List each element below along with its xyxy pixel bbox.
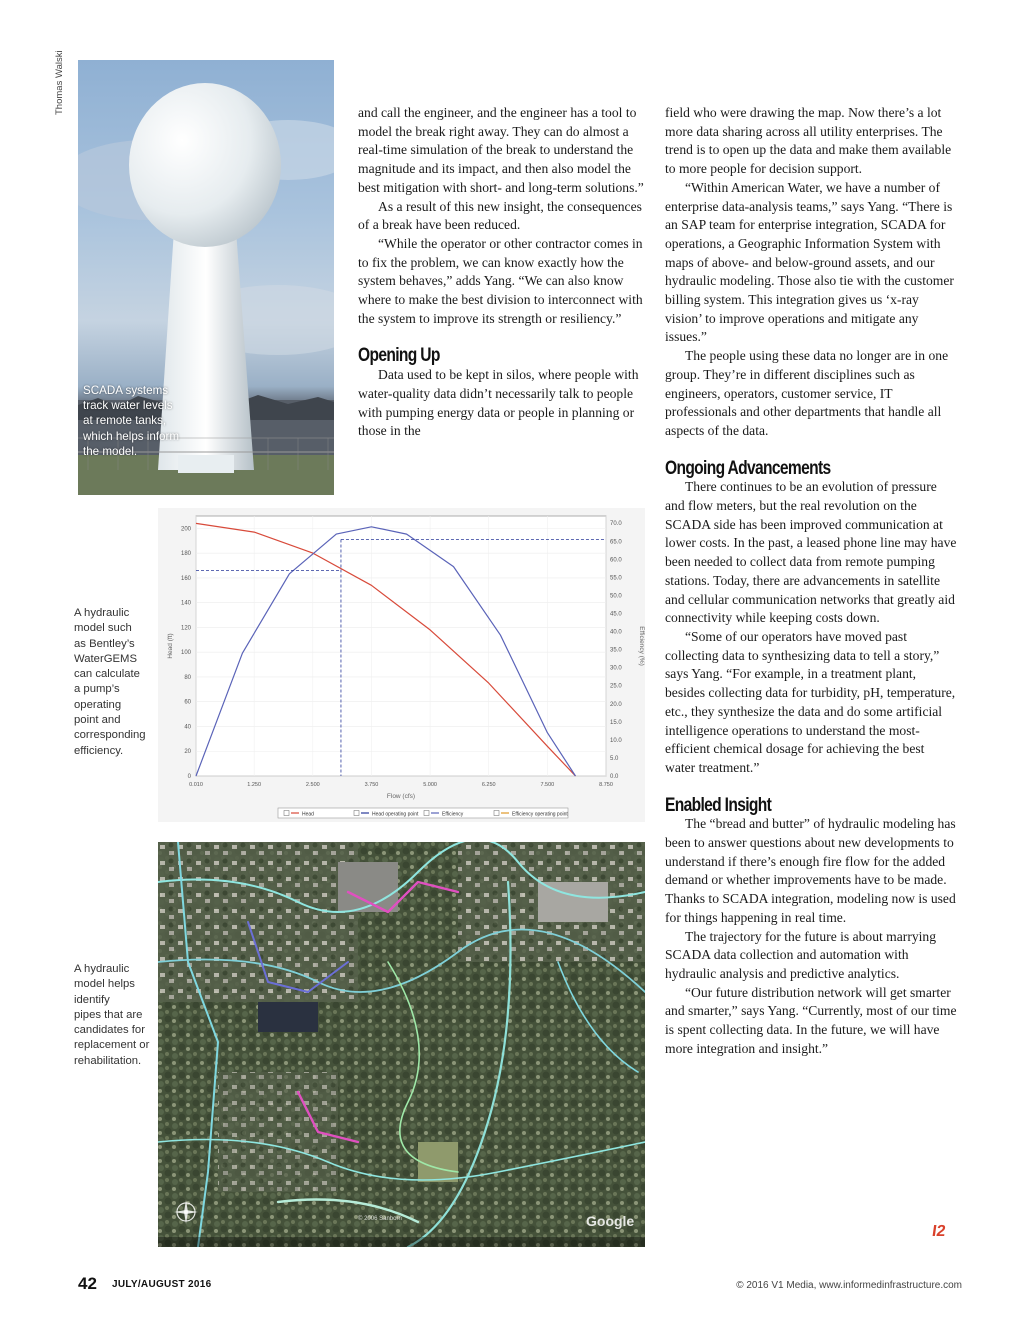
x-tick-label: 2.500	[305, 782, 320, 788]
y-tick-label: 60	[184, 699, 191, 706]
map-copyright: © 2006 Sanborn	[358, 1216, 402, 1222]
x-tick-label: 6.250	[481, 782, 496, 788]
y2-tick-label: 20.0	[610, 701, 622, 708]
y2-tick-label: 40.0	[610, 629, 622, 636]
legend-label: Head operating point	[372, 811, 419, 818]
paragraph: Data used to be kept in silos, where people with water-quality data didn’t necessarily talk to people with pumping energy data or people in planning or those in the	[358, 367, 639, 439]
y2-tick-label: 0.0	[610, 774, 619, 780]
x-axis-label: Flow (cfs)	[386, 793, 416, 800]
paragraph: The people using these data no longer are in one group. They’re in different disciplines such as engineers, operators, customer service, IT professionals and other departments that handle all aspects of the data.	[665, 348, 949, 438]
paragraph: As a result of this new insight, the consequences of a break have been reduced.	[358, 198, 642, 233]
y2-tick-label: 35.0	[610, 647, 622, 654]
tower-caption: SCADA systems track water levels at remote tanks, which helps inform the model.	[83, 384, 180, 458]
legend-checkbox	[354, 811, 359, 816]
y-tick-label: 140	[180, 600, 191, 607]
heading-opening-up: Opening Up	[358, 345, 440, 367]
y2-tick-label: 70.0	[610, 521, 622, 528]
x-tick-label: 0.010	[189, 782, 203, 788]
y2-tick-label: 15.0	[610, 719, 622, 726]
y-tick-label: 0	[187, 774, 191, 780]
x-tick-label: 3.750	[364, 782, 379, 788]
y-tick-label: 200	[180, 526, 191, 533]
pump-curve-chart	[158, 508, 645, 822]
y2-tick-label: 5.0	[610, 755, 619, 762]
paragraph: “While the operator or other contractor comes in to fix the problem, we can know exactly how the system behaves,” adds Yang. “We can also know where to make the best division to interconnect with the system to improve its strength or resiliency.”	[358, 235, 643, 326]
heading-ongoing-advancements: Ongoing Advancements	[665, 457, 831, 479]
legend-checkbox	[494, 811, 499, 816]
paragraph: field who were drawing the map. Now there’s a lot more data sharing across all utility enterprises. The trend is to open up the data and make them available to more people for decision support.	[665, 105, 952, 177]
y2-tick-label: 65.0	[610, 539, 622, 546]
paragraph: and call the engineer, and the engineer has a tool to model the break right away. They can do almost a real-time simulation of the break to understand the magnitude and its impact, and then also model the best mitigation with short- and long-term solutions.”	[358, 105, 644, 195]
middle-column	[358, 104, 646, 441]
issue-date: JULY/AUGUST 2016	[112, 1279, 212, 1290]
y-tick-label: 80	[184, 674, 191, 681]
y2-tick-label: 50.0	[610, 593, 622, 600]
water-tower-photo	[78, 60, 334, 495]
paragraph: “Some of our operators have moved past collecting data to synthesizing data to tell a story,” says Yang. “For example, in a treatment plant, besides collecting data for turbidity, pH, temperature, etc., they synthesize the data and do some artificial intelligence operations to understand the most-efficient chemical dosage for achieving the best water treatment.”	[665, 628, 956, 775]
x-tick-label: 5.000	[423, 782, 437, 788]
y-tick-label: 20	[184, 749, 191, 756]
y2-tick-label: 55.0	[610, 575, 622, 582]
legend-label: Efficiency	[442, 811, 464, 818]
chart-svg	[158, 508, 645, 822]
y-tick-label: 180	[180, 551, 191, 558]
x-tick-label: 1.250	[247, 782, 262, 788]
legend-label: Head	[302, 811, 314, 818]
paragraph: “Our future distribution network will get smarter and smarter,” says Yang. “Currently, most of our time is spent collecting data. In the future, we will have more integration and insight.”	[665, 984, 957, 1056]
y2-tick-label: 45.0	[610, 611, 622, 618]
y2-tick-label: 25.0	[610, 683, 622, 690]
heading-enabled-insight: Enabled Insight	[665, 794, 772, 816]
y-tick-label: 40	[184, 724, 191, 731]
y-tick-label: 160	[180, 575, 191, 582]
y-tick-label: 100	[180, 650, 191, 657]
end-mark: I2	[930, 1223, 947, 1240]
aerial-map-illustration	[158, 842, 645, 1247]
chart-legend	[278, 808, 568, 818]
copyright: © 2016 V1 Media, www.informedinfrastructure.com	[736, 1280, 962, 1291]
paragraph: The “bread and butter” of hydraulic modeling has been to answer questions about new developments to understand if there’s enough fire flow for the added demand or whether improvements have to be made. Thanks to SCADA integration, modeling now is used for things happening in real time.	[665, 816, 956, 925]
legend-checkbox	[284, 811, 289, 816]
legend-checkbox	[424, 811, 429, 816]
y2-tick-label: 10.0	[610, 737, 622, 744]
y-tick-label: 120	[180, 625, 191, 632]
y2-tick-label: 60.0	[610, 557, 622, 564]
chart-caption: A hydraulic model such as Bentley’s WaterGEMS can calculate a pump’s operating point and corresponding efficiency.	[74, 607, 146, 757]
page-number: 42	[78, 1274, 97, 1293]
paragraph: There continues to be an evolution of pressure and flow meters, but the real revolution on the SCADA side has been improved communication at lower costs. In the past, a leased phone line may have been needed to collect data from remote pumping stations. Today, there are advancements in satellite and cellular communication networks that greatly aid connectivity while keeping costs down.	[665, 479, 957, 626]
map-brand: Google	[586, 1213, 635, 1229]
right-column	[665, 104, 957, 1058]
aerial-pipe-map	[158, 842, 645, 1247]
legend-label: Efficiency operating point	[512, 811, 568, 818]
plot-area	[196, 516, 606, 776]
paragraph: The trajectory for the future is about marrying SCADA data collection and automation with hydraulic analysis and predictive analytics.	[665, 928, 937, 981]
y2-tick-label: 30.0	[610, 665, 622, 672]
paragraph: “Within American Water, we have a number of enterprise data-analysis teams,” says Yang. “There is an SAP team for enterprise integration, SCADA for operations, a Geographic Information System with maps of above- and below-ground assets, and our hydraulic modeling. Those also tie with the customer billing system. This integration gives us ‘x-ray vision’ to improve operations and mitigate any issues.”	[665, 179, 954, 345]
map-caption: A hydraulic model helps identify pipes that are candidates for replacement or rehabilitation.	[74, 963, 150, 1067]
photo-credit: Thomas Walski	[54, 50, 65, 115]
y2-axis-label: Efficiency (%)	[638, 626, 645, 666]
x-tick-label: 7.500	[540, 782, 555, 788]
x-tick-label: 8.750	[599, 782, 613, 788]
y-axis-label: Head (ft)	[167, 633, 174, 659]
